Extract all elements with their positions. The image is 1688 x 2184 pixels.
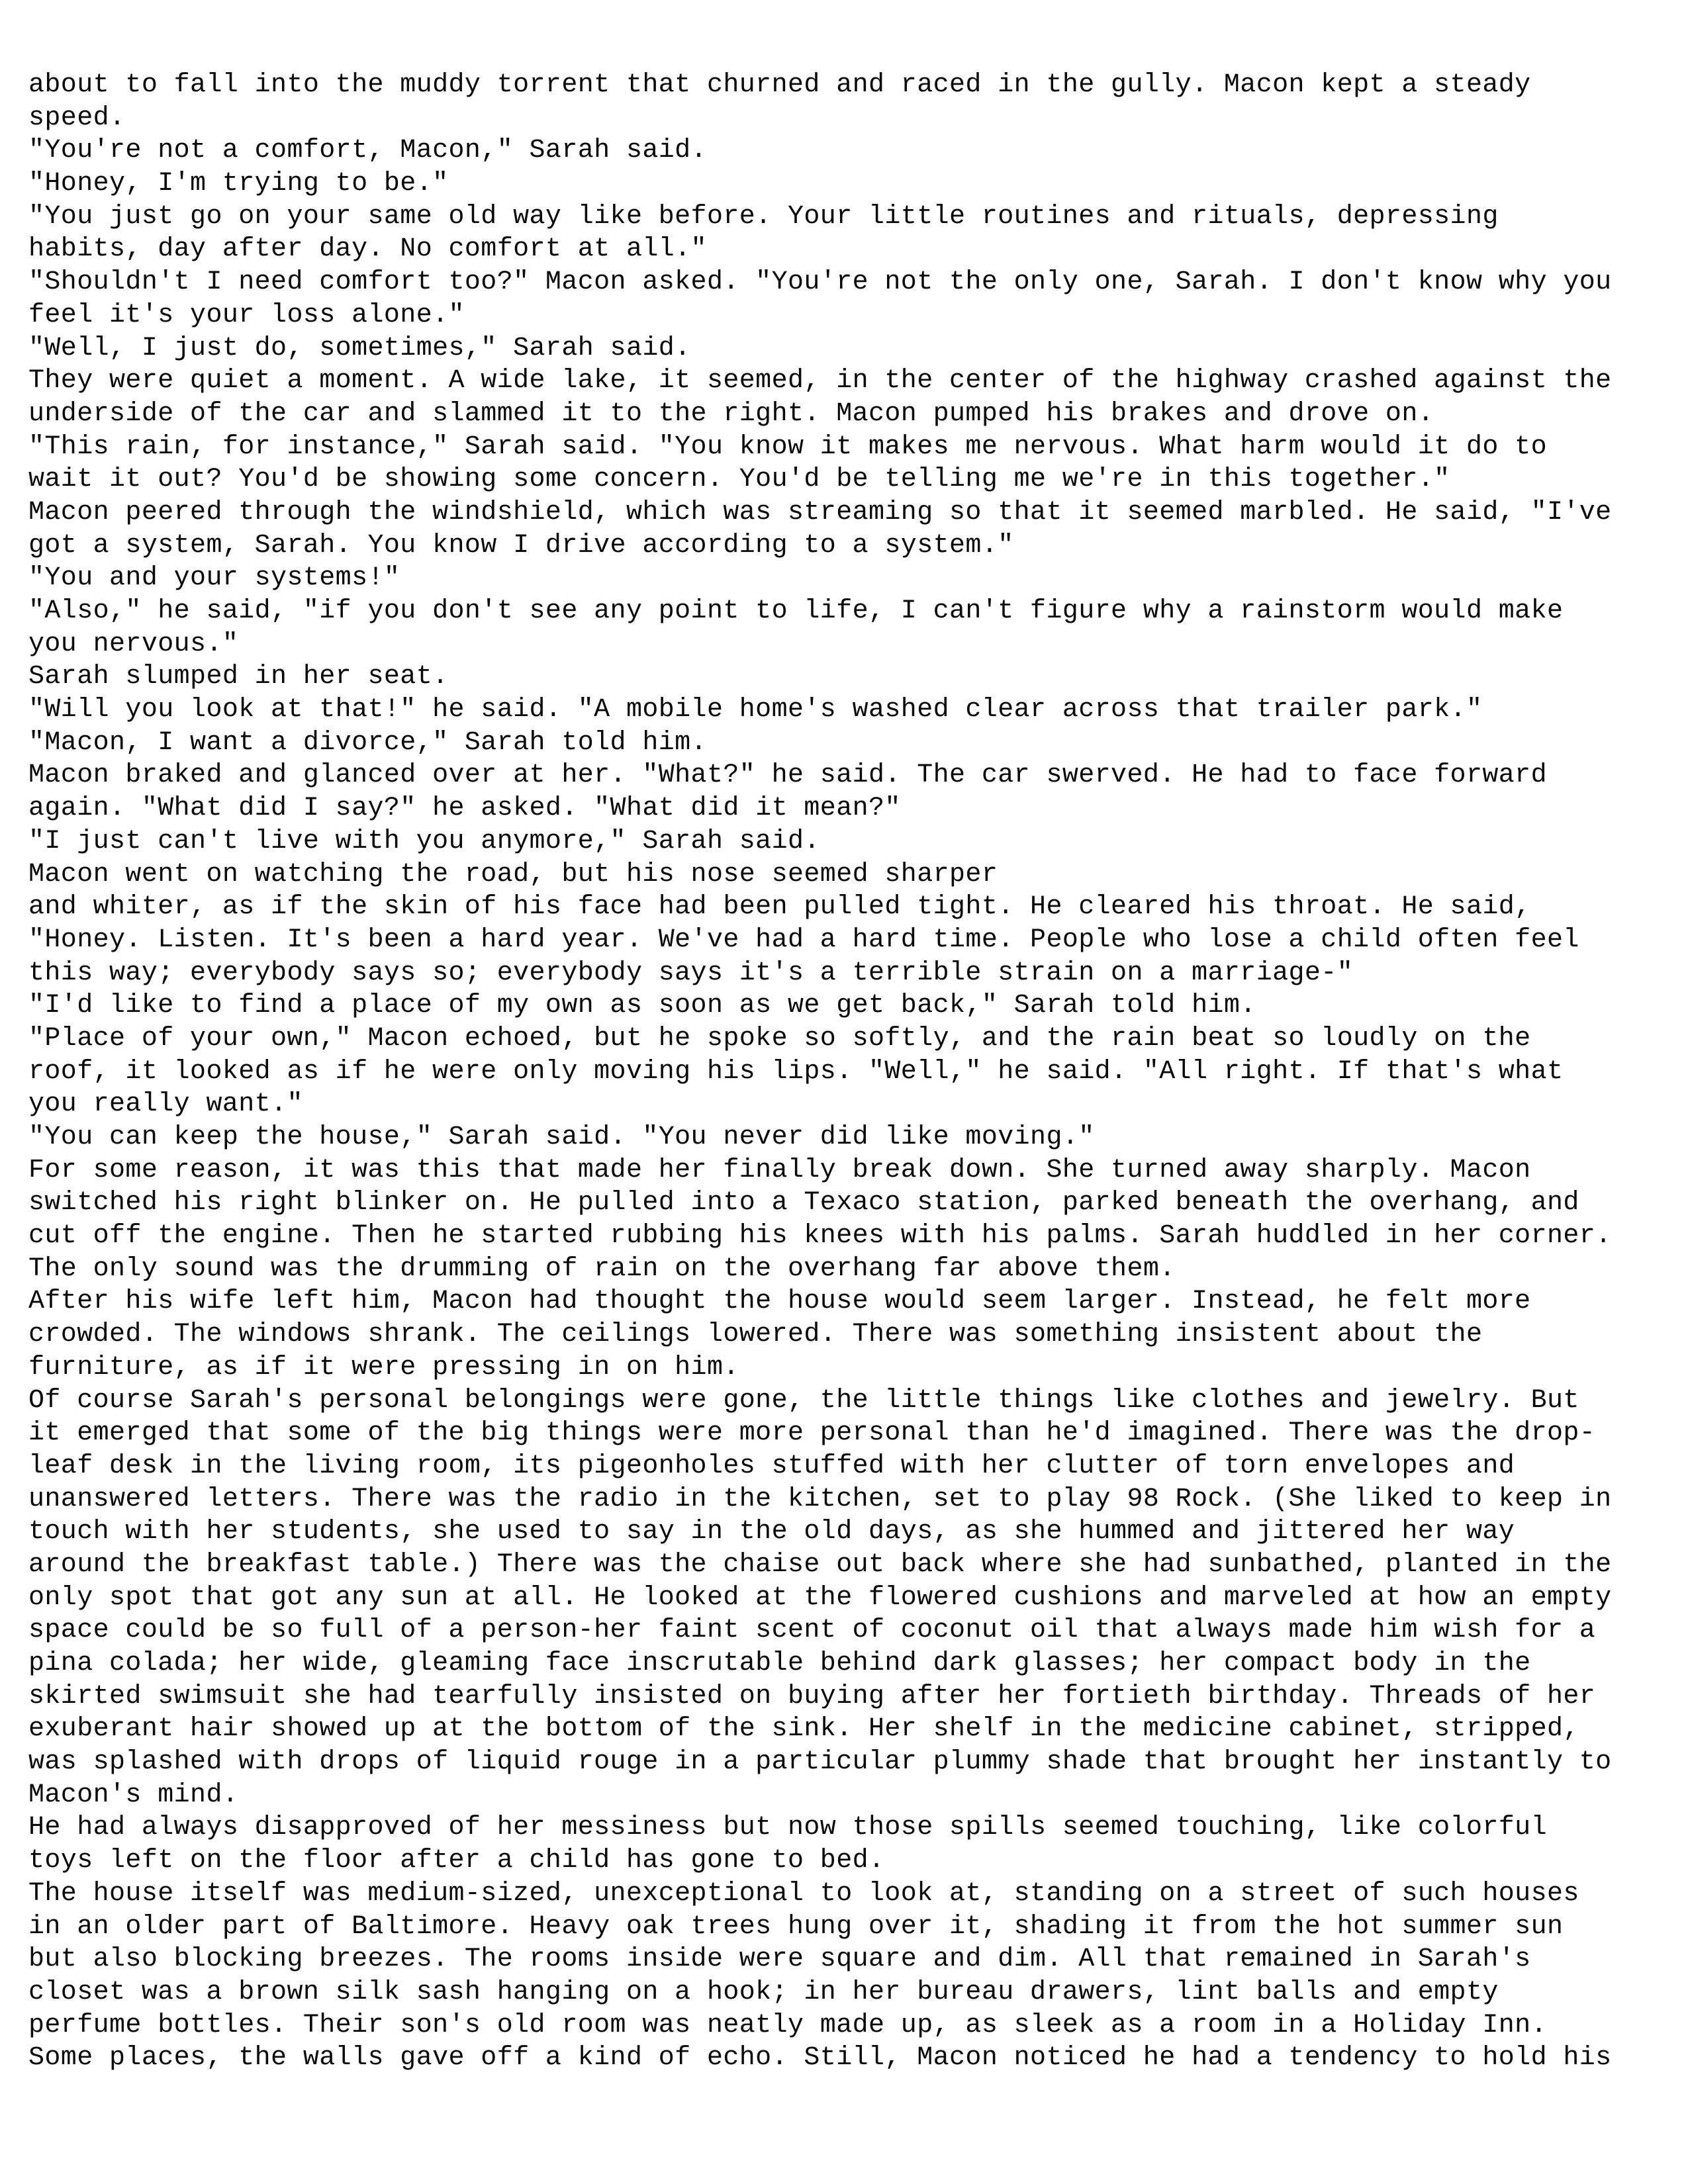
text-line: wait it out? You'd be showing some concern. You'd be telling me we're in this together.": [28, 465, 1450, 495]
text-line: "I'd like to find a place of my own as soon as we get back," Sarah told him.: [28, 991, 1256, 1021]
text-line: The house itself was medium-sized, unexceptional to look at, standing on a street of such houses: [28, 1878, 1579, 1909]
text-line: They were quiet a moment. A wide lake, it seemed, in the center of the highway crashed against the: [28, 366, 1612, 396]
text-line: you nervous.": [28, 629, 239, 659]
page-text: [28, 69, 1663, 2075]
text-line: Some places, the walls gave off a kind of echo. Still, Macon noticed he had a tendency to hold his: [28, 2043, 1612, 2073]
text-line: underside of the car and slammed it to the right. Macon pumped his brakes and drove on.: [28, 398, 1434, 429]
text-line: "Shouldn't I need comfort too?" Macon asked. "You're not the only one, Sarah. I don't know why you: [28, 267, 1612, 298]
text-line: it emerged that some of the big things were more personal than he'd imagined. There was the drop-: [28, 1418, 1596, 1449]
text-line: space could be so full of a person-her faint scent of coconut oil that always made him wish for a: [28, 1615, 1596, 1646]
text-line: and whiter, as if the skin of his face had been pulled tight. He cleared his throat. He said,: [28, 892, 1531, 923]
text-line: The only sound was the drumming of rain on the overhang far above them.: [28, 1253, 1176, 1284]
text-line: speed.: [28, 103, 126, 133]
text-line: "You can keep the house," Sarah said. "You never did like moving.": [28, 1122, 1095, 1152]
text-line: Macon peered through the windshield, which was streaming so that it seemed marbled. He said, "I've: [28, 497, 1612, 527]
text-line: skirted swimsuit she had tearfully insisted on buying after her fortieth birthday. Threads of her: [28, 1681, 1596, 1711]
text-line: "Will you look at that!" he said. "A mobile home's washed clear across that trailer park.": [28, 695, 1483, 725]
text-line: but also blocking breezes. The rooms inside were square and dim. All that remained in Sarah's: [28, 1944, 1531, 1975]
text-line: this way; everybody says so; everybody says it's a terrible strain on a marriage-": [28, 958, 1354, 988]
text-line: in an older part of Baltimore. Heavy oak trees hung over it, shading it from the hot summer sun: [28, 1911, 1564, 1942]
text-line: unanswered letters. There was the radio in the kitchen, set to play 98 Rock. (She liked to keep in: [28, 1484, 1612, 1514]
text-line: about to fall into the muddy torrent that churned and raced in the gully. Macon kept a steady: [28, 70, 1531, 100]
text-line: He had always disapproved of her messiness but now those spills seemed touching, like colorful: [28, 1813, 1547, 1843]
text-line: After his wife left him, Macon had thought the house would seem larger. Instead, he felt more: [28, 1287, 1531, 1317]
text-line: perfume bottles. Their son's old room was neatly made up, as sleek as a room in a Holiday Inn.: [28, 2010, 1547, 2040]
text-line: Macon braked and glanced over at her. "What?" he said. The car swerved. He had to face forward: [28, 760, 1547, 791]
text-line: "Well, I just do, sometimes," Sarah said.: [28, 333, 691, 363]
text-line: cut off the engine. Then he started rubbing his knees with his palms. Sarah huddled in her corner.: [28, 1221, 1612, 1251]
text-line: around the breakfast table.) There was the chaise out back where she had sunbathed, planted in the: [28, 1549, 1612, 1580]
text-line: "Honey, I'm trying to be.": [28, 169, 449, 199]
text-line: "I just can't live with you anymore," Sarah said.: [28, 826, 820, 856]
text-line: "You're not a comfort, Macon," Sarah said.: [28, 136, 707, 166]
text-line: was splashed with drops of liquid rouge in a particular plummy shade that brought her instantly to: [28, 1747, 1612, 1778]
text-line: For some reason, it was this that made her finally break down. She turned away sharply. Macon: [28, 1155, 1531, 1185]
text-line: toys left on the floor after a child has gone to bed.: [28, 1846, 885, 1876]
text-line: "This rain, for instance," Sarah said. "You know it makes me nervous. What harm would it do to: [28, 432, 1547, 462]
text-line: switched his right blinker on. He pulled into a Texaco station, parked beneath the overhang, and: [28, 1188, 1579, 1218]
text-line: furniture, as if it were pressing in on him.: [28, 1352, 739, 1383]
text-line: pina colada; her wide, gleaming face inscrutable behind dark glasses; her compact body in the: [28, 1649, 1531, 1678]
text-line: Of course Sarah's personal belongings were gone, the little things like clothes and jewelry. But: [28, 1385, 1579, 1416]
text-line: "You just go on your same old way like before. Your little routines and rituals, depressing: [28, 201, 1499, 232]
text-line: "Honey. Listen. It's been a hard year. We've had a hard time. People who lose a child often feel: [28, 925, 1579, 955]
text-line: "Macon, I want a divorce," Sarah told him.: [28, 727, 707, 758]
text-line: you really want.": [28, 1089, 303, 1120]
text-line: crowded. The windows shrank. The ceilings lowered. There was something insistent about the: [28, 1320, 1483, 1350]
text-line: habits, day after day. No comfort at all.": [28, 234, 707, 265]
text-line: Sarah slumped in her seat.: [28, 662, 449, 692]
text-line: leaf desk in the living room, its pigeonholes stuffed with her clutter of torn envelopes and: [28, 1451, 1515, 1481]
text-line: exuberant hair showed up at the bottom of the sink. Her shelf in the medicine cabinet, stripped,: [28, 1714, 1579, 1745]
text-line: closet was a brown silk sash hanging on a hook; in her bureau drawers, lint balls and empty: [28, 1977, 1499, 2007]
text-line: got a system, Sarah. You know I drive according to a system.": [28, 530, 1014, 561]
text-line: roof, it looked as if he were only moving his lips. "Well," he said. "All right. If that's what: [28, 1056, 1564, 1087]
text-line: "You and your systems!": [28, 563, 400, 594]
text-line: Macon's mind.: [28, 1780, 239, 1810]
text-line: again. "What did I say?" he asked. "What did it mean?": [28, 794, 901, 824]
text-line: touch with her students, she used to say in the old days, as she hummed and jittered her way: [28, 1517, 1515, 1547]
text-line: only spot that got any sun at all. He looked at the flowered cushions and marveled at how an empty: [28, 1582, 1612, 1613]
text-line: "Place of your own," Macon echoed, but he spoke so softly, and the rain beat so loudly on the: [28, 1023, 1531, 1054]
text-line: "Also," he said, "if you don't see any point to life, I can't figure why a rainstorm would make: [28, 596, 1564, 626]
text-line: Macon went on watching the road, but his nose seemed sharper: [28, 859, 998, 889]
text-line: feel it's your loss alone.": [28, 300, 465, 330]
